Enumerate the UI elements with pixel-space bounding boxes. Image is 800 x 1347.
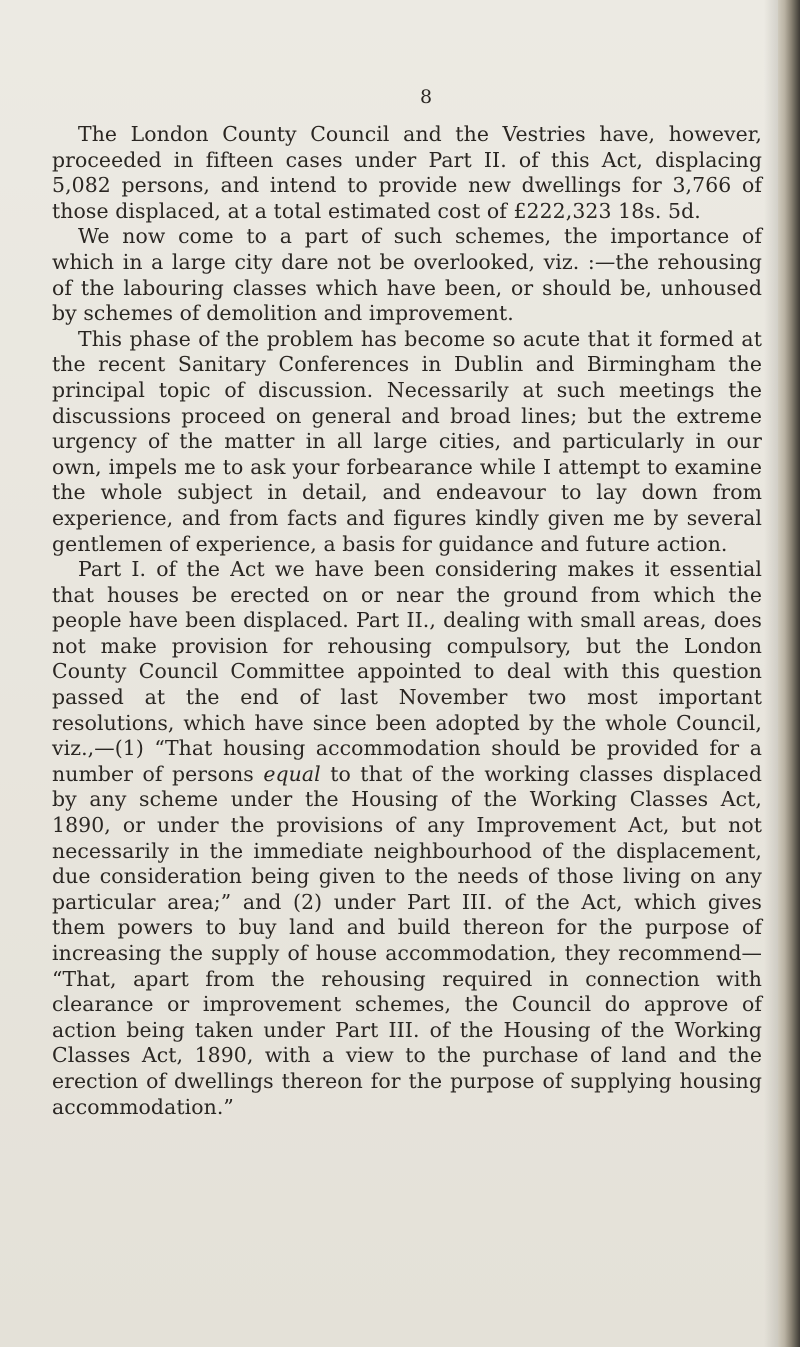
- emphasized-word: equal: [263, 761, 321, 786]
- paragraph-4: [52, 557, 762, 1120]
- book-spine-edge: [778, 0, 800, 1347]
- binding-shadow: [764, 0, 778, 1347]
- paragraph-2: We now come to a part of such schemes, the importance of which in a large city dare not be overlooked, viz. :—the rehousing of the labouring classes which have been, or should be, unhoused by schemes of demolition and improvement.: [52, 224, 762, 326]
- paragraph-3: This phase of the problem has become so acute that it formed at the recent Sanitary Conferences in Dublin and Birmingham the principal topic of discussion. Necessarily at such meetings the discussions proceed on general and broad lines; but the extreme urgency of the matter in all large cities, and particularly in our own, impels me to ask your forbearance while I attempt to examine the whole subject in detail, and endeavour to lay down from experience, and from facts and figures kindly given me by several gentlemen of experience, a basis for guidance and future action.: [52, 326, 762, 556]
- paragraph-4-text-before: Part I. of the Act we have been considering makes it essential that houses be erected on or near the ground from which the people have been displaced. Part II., dealing with small areas, does not make provision for rehousing compulsory, but the London County Council Committee appointed to deal with this question passed at the end of last November two most important resolutions, which have since been adopted by the whole Council, viz.,—(1) “That housing accommodation should be provided for a number of persons: [52, 557, 762, 786]
- paragraph-4-text-after: to that of the working classes displaced by any scheme under the Housing of the Working Classes Act, 1890, or under the provisions of any Improvement Act, but not necessarily in the immediate neighbourhood of the displacement, due consideration being given to the needs of those living on any particular area;” and (2) under Part III. of the Act, which gives them powers to buy land and build thereon for the purpose of increasing the supply of house accommodation, they recommend— “That, apart from the rehousing required in connection with clearance or improvement schemes, the Council do approve of action being taken under Part III. of the Housing of the Working Classes Act, 1890, with a view to the purchase of land and the erection of dwellings thereon for the purpose of supplying housing accommodation.”: [52, 761, 762, 1119]
- page-number: 8: [420, 86, 433, 108]
- body-text: [52, 122, 762, 1120]
- paragraph-1: The London County Council and the Vestries have, however, proceeded in fifteen cases under Part II. of this Act, displacing 5,082 persons, and intend to provide new dwellings for 3,766 of those displaced, at a total estimated cost of £222,323 18s. 5d.: [52, 122, 762, 223]
